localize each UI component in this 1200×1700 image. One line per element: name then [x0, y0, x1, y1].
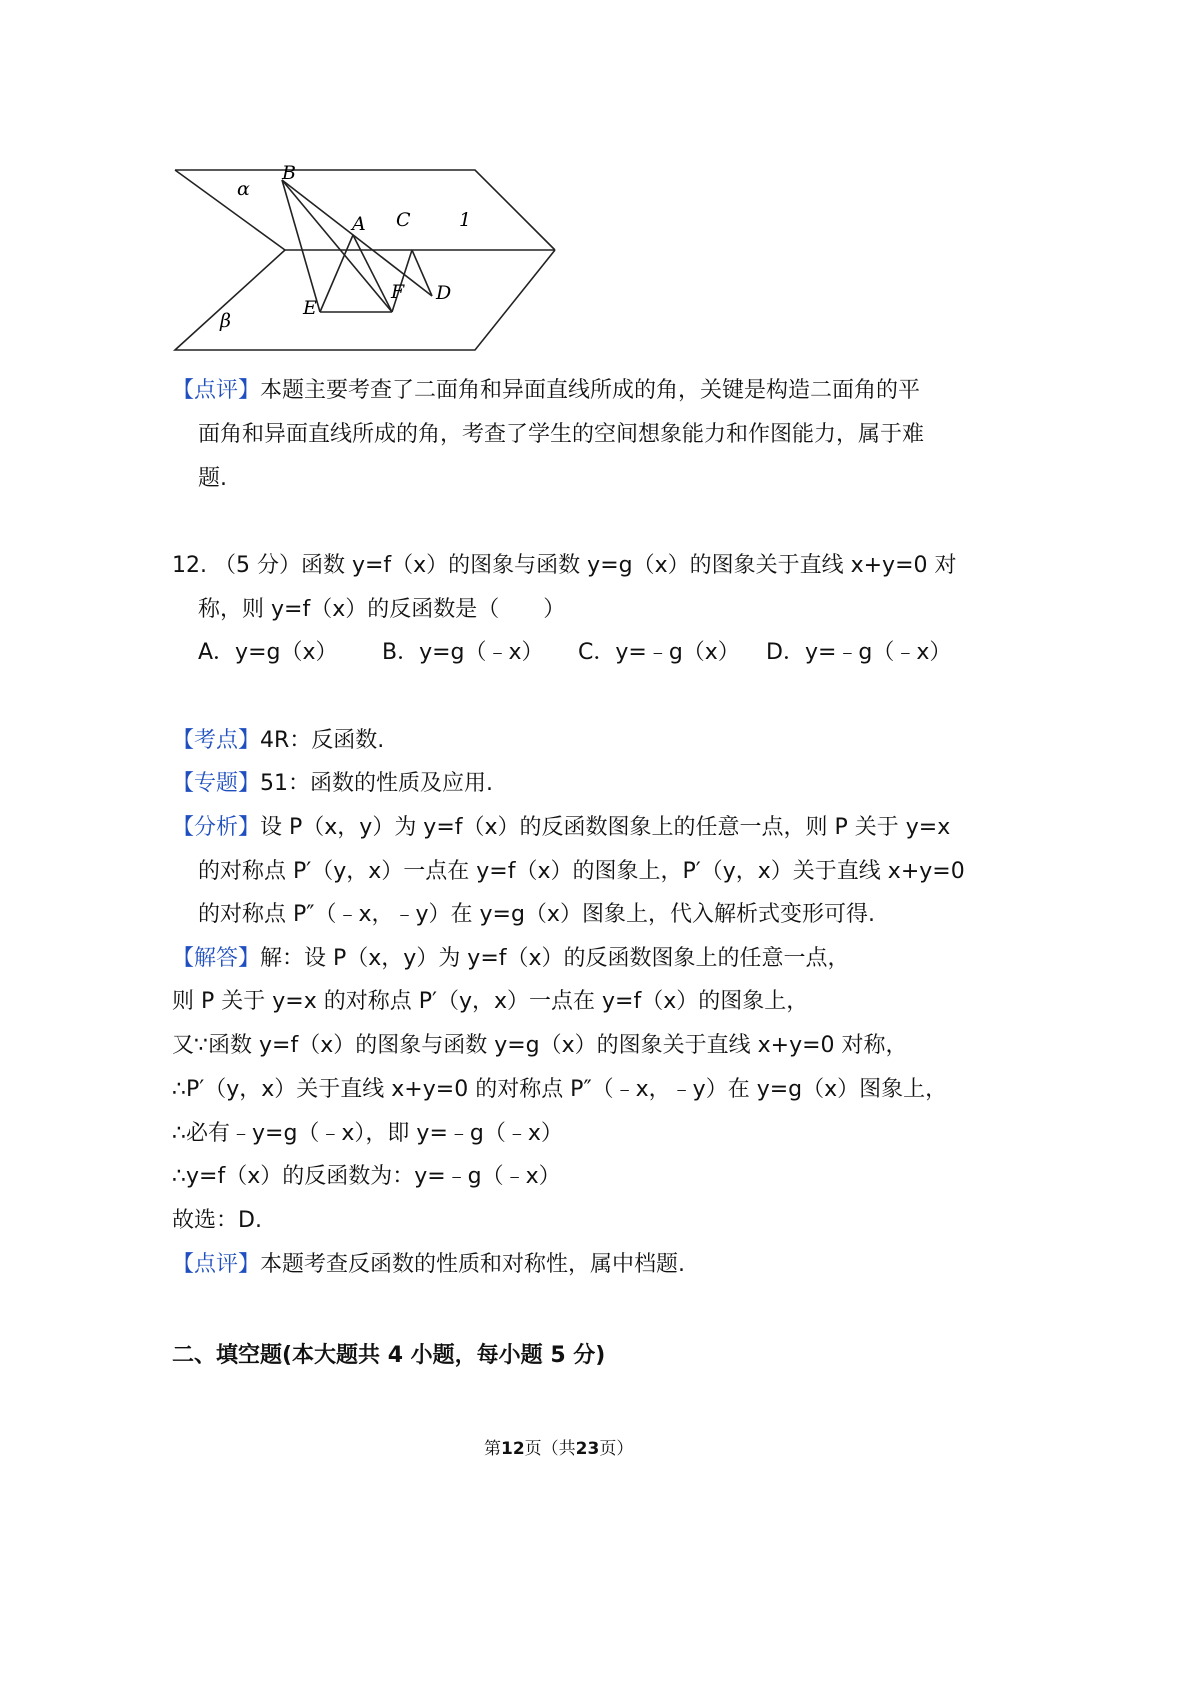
jieda-line-7: 故选：D.	[172, 1208, 262, 1233]
label-B: B	[282, 162, 296, 184]
option-b: B．y=g（﹣x）	[382, 640, 544, 665]
option-d: D．y=﹣g（﹣x）	[766, 640, 952, 665]
label-E: E	[303, 297, 317, 319]
prev-review-line-2: 面角和异面直线所成的角，考查了学生的空间想象能力和作图能力，属于难	[198, 422, 925, 447]
plane-beta-outline	[175, 250, 555, 350]
dihedral-angle-figure	[170, 150, 570, 390]
label-alpha: α	[237, 178, 250, 200]
question-text-line-2: 称，则 y=f（x）的反函数是（ ）	[198, 597, 566, 622]
kaodian-tag: 【考点】	[172, 728, 261, 753]
zhuanti-line	[172, 769, 493, 799]
segment-BD	[282, 180, 432, 296]
jieda-line-4: ∴P′（y，x）关于直线 x+y=0 的对称点 P″（﹣x，﹣y）在 y=g（x）图象上，	[172, 1077, 948, 1102]
plane-alpha-outline	[175, 170, 555, 250]
kaodian-line	[172, 726, 384, 756]
fenxi-text: 设 P（x，y）为 y=f（x）的反函数图象上的任意一点，则 P 关于 y=x	[260, 815, 951, 840]
zhuanti-tag: 【专题】	[172, 771, 261, 796]
fenxi-line-3: 的对称点 P″（﹣x，﹣y）在 y=g（x）图象上，代入解析式变形可得.	[198, 902, 875, 927]
segment-AF	[353, 235, 392, 312]
label-A: A	[352, 213, 366, 235]
footer-page-number: 12	[501, 1439, 525, 1459]
label-D: D	[436, 282, 452, 304]
review-line	[172, 1250, 685, 1280]
prev-review-line-1	[172, 376, 920, 406]
footer-middle: 页（共	[524, 1439, 576, 1459]
footer-prefix: 第	[484, 1439, 501, 1459]
plane-alpha-edge	[175, 170, 285, 250]
question-text-line-1: 12. （5 分）函数 y=f（x）的图象与函数 y=g（x）的图象关于直线 x+y=0 对	[172, 553, 957, 578]
zhuanti-text: 51：函数的性质及应用.	[260, 771, 494, 796]
jieda-line-5: ∴必有﹣y=g（﹣x），即 y=﹣g（﹣x）	[172, 1121, 563, 1146]
footer-total-pages: 23	[575, 1439, 600, 1459]
jieda-line-2: 则 P 关于 y=x 的对称点 P′（y，x）一点在 y=f（x）的图象上，	[172, 989, 809, 1014]
fenxi-line-1	[172, 813, 950, 843]
segment-BE	[282, 180, 320, 312]
option-c: C．y=﹣g（x）	[578, 640, 740, 665]
footer-suffix: 页）	[599, 1439, 634, 1459]
label-beta: β	[220, 310, 231, 332]
fenxi-tag: 【分析】	[172, 815, 261, 840]
section-heading: 二、填空题(本大题共 4 小题，每小题 5 分)	[172, 1343, 606, 1368]
fenxi-line-2: 的对称点 P′（y，x）一点在 y=f（x）的图象上，P′（y，x）关于直线 x+y=0	[198, 859, 965, 884]
label-F: F	[391, 281, 405, 303]
jieda-line-6: ∴y=f（x）的反函数为：y=﹣g（﹣x）	[172, 1164, 561, 1189]
kaodian-text: 4R：反函数.	[260, 728, 385, 753]
jieda-text: 解：设 P（x，y）为 y=f（x）的反函数图象上的任意一点，	[260, 946, 850, 971]
page-footer	[484, 1434, 633, 1459]
review-text: 本题主要考查了二面角和异面直线所成的角，关键是构造二面角的平	[260, 378, 921, 403]
review-tag: 【点评】	[172, 378, 261, 403]
option-a: A．y=g（x）	[198, 640, 338, 665]
jieda-tag: 【解答】	[172, 946, 261, 971]
review-text: 本题考查反函数的性质和对称性，属中档题.	[260, 1252, 686, 1277]
jieda-line-1	[172, 944, 850, 974]
segment-BF	[282, 180, 392, 312]
review-tag: 【点评】	[172, 1252, 261, 1277]
label-l: 1	[459, 209, 472, 231]
prev-review-line-3: 题.	[198, 466, 227, 491]
jieda-line-3: 又∵函数 y=f（x）的图象与函数 y=g（x）的图象关于直线 x+y=0 对称，	[172, 1033, 908, 1058]
label-C: C	[396, 209, 411, 231]
